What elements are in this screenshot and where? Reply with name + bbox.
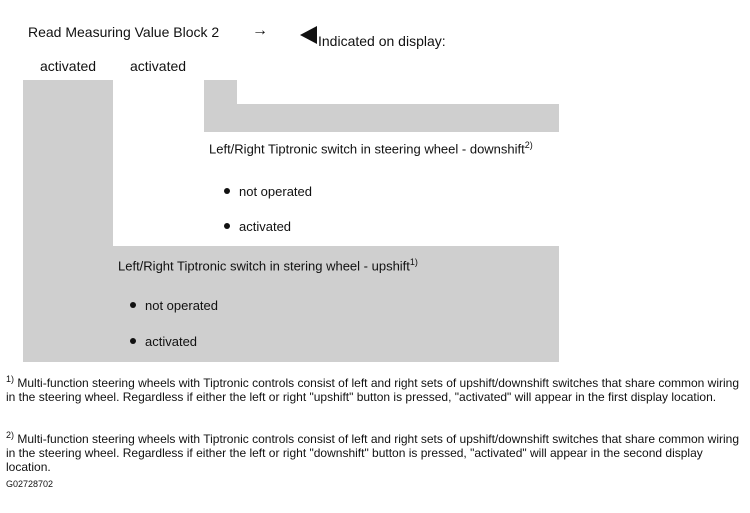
footnote-2-ref: 2) (6, 430, 15, 440)
bullet-icon (224, 188, 230, 194)
bullet-icon (130, 338, 136, 344)
figure-code: G02728702 (6, 479, 54, 489)
upshift-note-ref: 1) (409, 257, 418, 267)
downshift-note-ref: 2) (524, 140, 533, 150)
downshift-switch-label: Left/Right Tiptronic switch in steering wheel - downshift$^{2)}$ (209, 140, 533, 157)
downshift-option-not-operated: not operated (224, 184, 312, 199)
display-field-2: activated (130, 58, 187, 74)
display-pointer-icon (300, 26, 317, 44)
measuring-block-title: Read Measuring Value Block 2 (28, 24, 220, 40)
downshift-option-activated: activated (224, 219, 291, 234)
footnote-1-ref: 1) (6, 374, 15, 384)
downshift-shading-bar (204, 104, 559, 132)
footnote-1: $^{1)}$ Multi-function steering wheels with Tiptronic controls consist of left and right sets of upshift/downshift switches that share common wiring in the steering wheel. Regardless if either the left or right "upshift" button is pressed, "activated" will appear in the first display location. (6, 374, 740, 404)
display-field-1: activated (40, 58, 97, 74)
indicated-on-display-label: Indicated on display: (318, 33, 446, 49)
upshift-switch-label: Left/Right Tiptronic switch in stering wheel - upshift$^{1)}$ (118, 257, 418, 274)
bullet-icon (130, 302, 136, 308)
right-arrow-icon: → (252, 22, 268, 39)
bullet-icon (224, 223, 230, 229)
upshift-option-activated: activated (130, 334, 197, 349)
footnote-2: $^{2)}$ Multi-function steering wheels with Tiptronic controls consist of left and right sets of upshift/downshift switches that share common wiring in the steering wheel. Regardless if either the left or right "downshift" button is pressed, "activated" will appear in the second display location. (6, 430, 740, 474)
upshift-option-not-operated: not operated (130, 298, 218, 313)
